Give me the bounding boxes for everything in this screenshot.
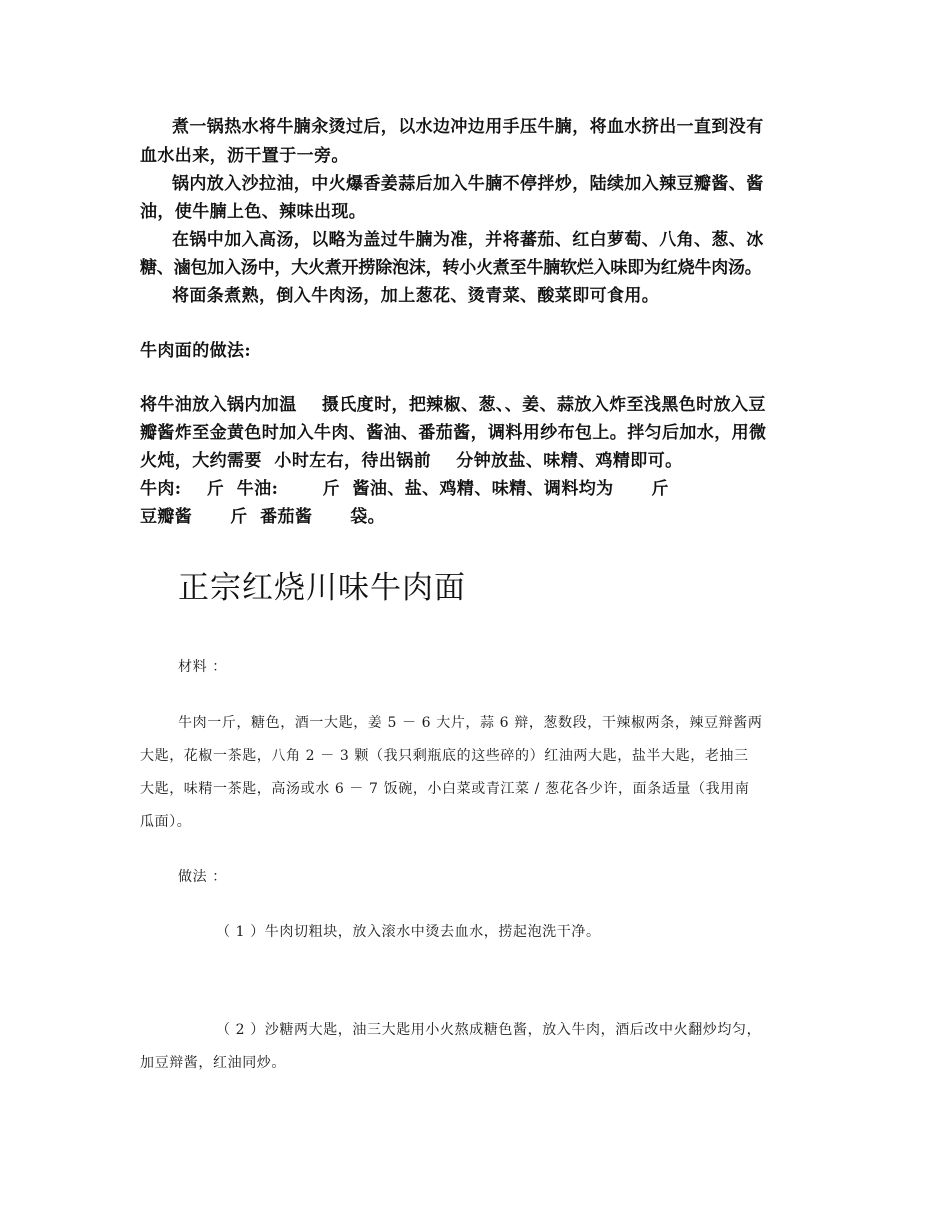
method-step: （ 2 ）沙糖两大匙，油三大匙用小火熬成糖色酱，放入牛肉，酒后改中火翻炒均匀，	[216, 1022, 762, 1038]
paragraph-line: 火炖，大约需要 小时左右，待出锅前 分钟放盐、味精、鸡精即可。	[140, 451, 683, 471]
paragraph-line: 将牛油放入锅内加温 摄氏度时，把辣椒、葱、、姜、蒜放入炸至浅黑色时放入豆	[140, 395, 766, 415]
paragraph-line: 瓣酱炸至金黄色时加入牛肉、酱油、番茄酱，调料用纱布包上。拌匀后加水，用微	[140, 423, 767, 443]
method-label: 做法 ：	[178, 869, 227, 885]
materials-label: 材料 ：	[178, 659, 227, 675]
paragraph-line: 糖、滷包加入汤中，大火煮开捞除泡沫，转小火煮至牛腩软烂入味即为红烧牛肉汤。	[140, 258, 762, 278]
recipe-title: 正宗红烧川味牛肉面	[178, 570, 466, 606]
paragraph-line: 油，使牛腩上色、辣味出现。	[140, 202, 367, 222]
materials-line: 大匙，味精一茶匙，高汤或水 6 － 7 饭碗，小白菜或青江菜 / 葱花各少许，面条适量（我用南	[140, 781, 750, 797]
materials-line: 牛肉一斤，糖色，酒一大匙，姜 5 － 6 大片，蒜 6 辩，葱数段，干辣椒两条，辣豆辩酱两	[178, 715, 763, 731]
paragraph-line: 煮一锅热水将牛腩汆烫过后，以水边冲边用手压牛腩，将血水挤出一直到没有	[172, 117, 764, 137]
paragraph-line: 血水出来，沥干置于一旁。	[140, 146, 349, 166]
method-step: （ 1 ）牛肉切粗块，放入滚水中烫去血水，捞起泡洗干净。	[216, 924, 601, 940]
ingredient-line: 豆瓣酱 斤 番茄酱 袋。	[140, 507, 386, 527]
method-step: 加豆辩酱，红油同炒。	[140, 1055, 286, 1071]
paragraph-line: 将面条煮熟，倒入牛肉汤，加上葱花、烫青菜、酸菜即可食用。	[172, 286, 660, 306]
materials-line: 瓜面）。	[140, 814, 192, 830]
paragraph-line: 锅内放入沙拉油，中火爆香姜蒜后加入牛腩不停拌炒，陆续加入辣豆瓣酱、酱	[172, 174, 764, 194]
materials-line: 大匙，花椒一茶匙，八角 2 － 3 颗（我只剩瓶底的这些碎的）红油两大匙，盐半大匙，老抽三	[140, 748, 749, 764]
section-heading: 牛肉面的做法:	[140, 341, 252, 361]
paragraph-line: 在锅中加入高汤，以略为盖过牛腩为准，并将蕃茄、红白萝萄、八角、葱、冰	[172, 230, 764, 250]
ingredient-line: 牛肉: 斤 牛油: 斤 酱油、盐、鸡精、味精、调料均为 斤	[140, 479, 669, 499]
